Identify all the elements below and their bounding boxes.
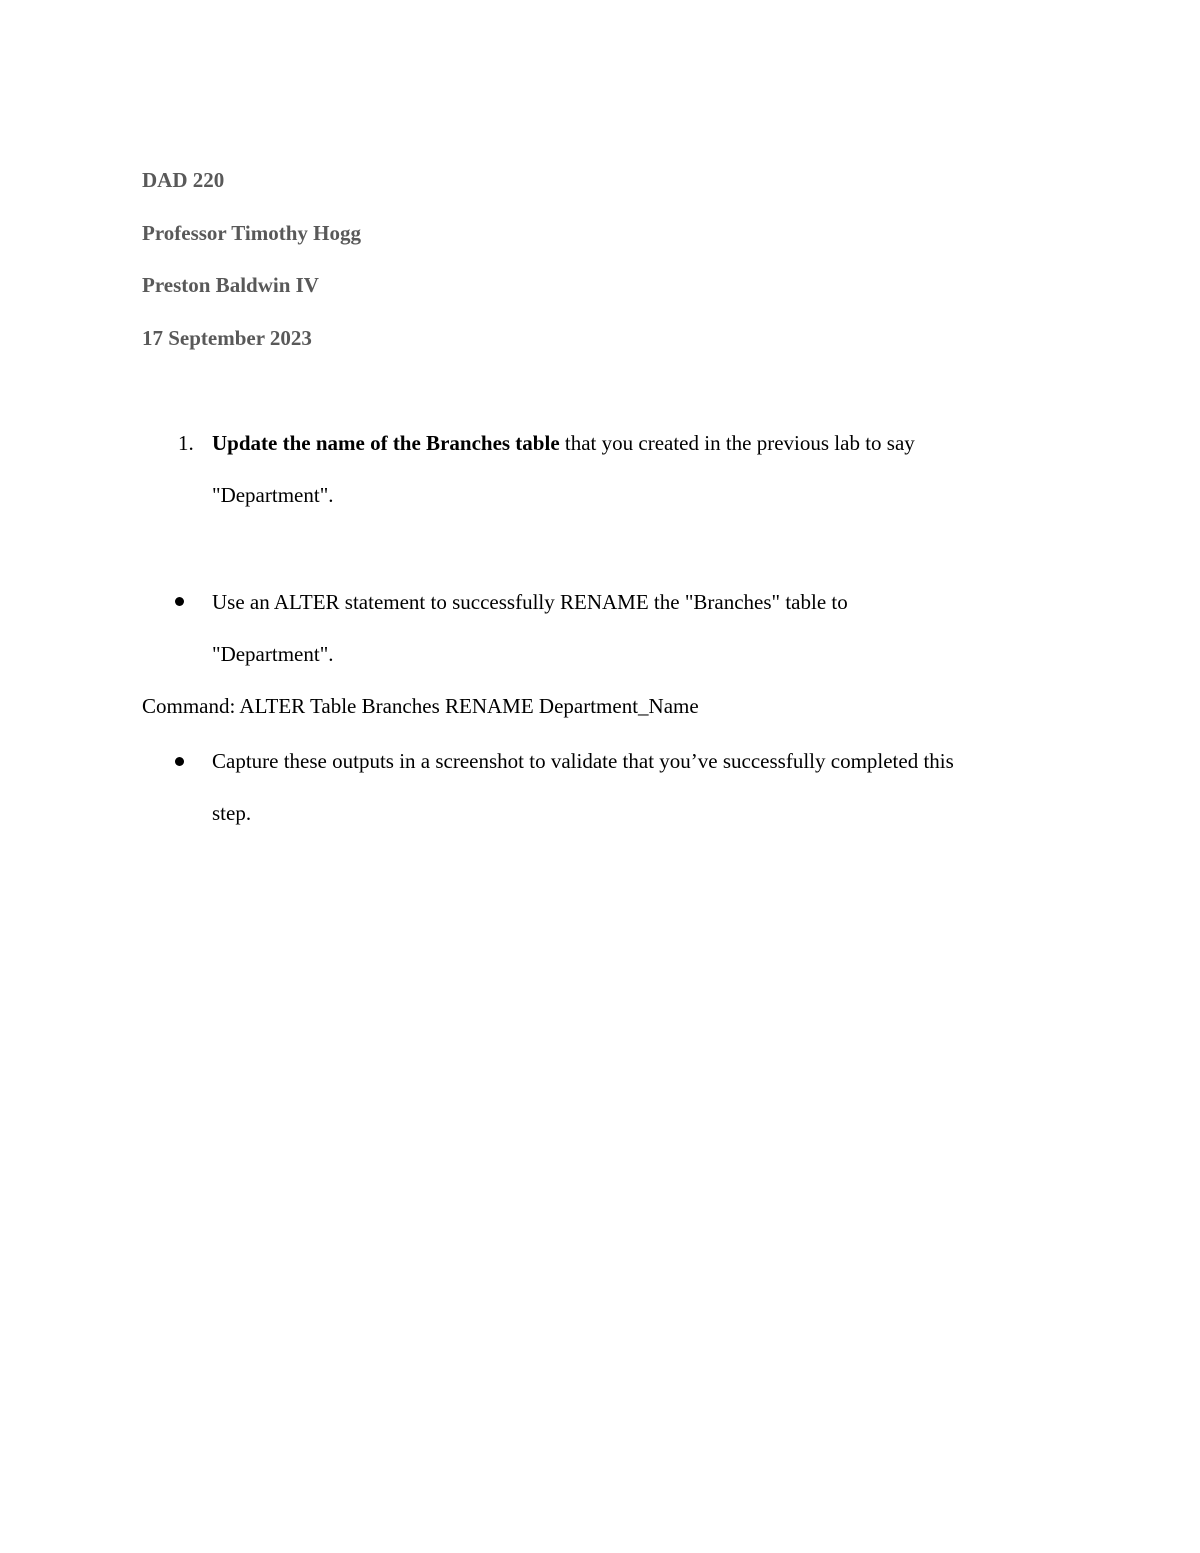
student-name: Preston Baldwin IV xyxy=(142,273,319,297)
bullet-2-line-1: Capture these outputs in a screenshot to validate that you’ve successfully completed this xyxy=(212,749,954,773)
command-text: Command: ALTER Table Branches RENAME Department_Name xyxy=(142,694,699,718)
bullet-1-line-1: Use an ALTER statement to successfully RENAME the "Branches" table to xyxy=(212,590,848,614)
bullet-icon xyxy=(175,757,184,766)
task-line-2: "Department". xyxy=(212,483,334,507)
bullet-icon xyxy=(175,597,184,606)
bullet-1-line-2: "Department". xyxy=(212,642,334,666)
document-date: 17 September 2023 xyxy=(142,326,312,350)
list-number: 1. xyxy=(178,431,194,455)
course-code: DAD 220 xyxy=(142,168,225,192)
task-bold-text: Update the name of the Branches table xyxy=(212,431,560,455)
bullet-2-line-2: step. xyxy=(212,801,252,825)
task-text: that you created in the previous lab to say xyxy=(559,431,915,455)
professor-name: Professor Timothy Hogg xyxy=(142,221,361,245)
task-line-1 xyxy=(212,431,915,455)
